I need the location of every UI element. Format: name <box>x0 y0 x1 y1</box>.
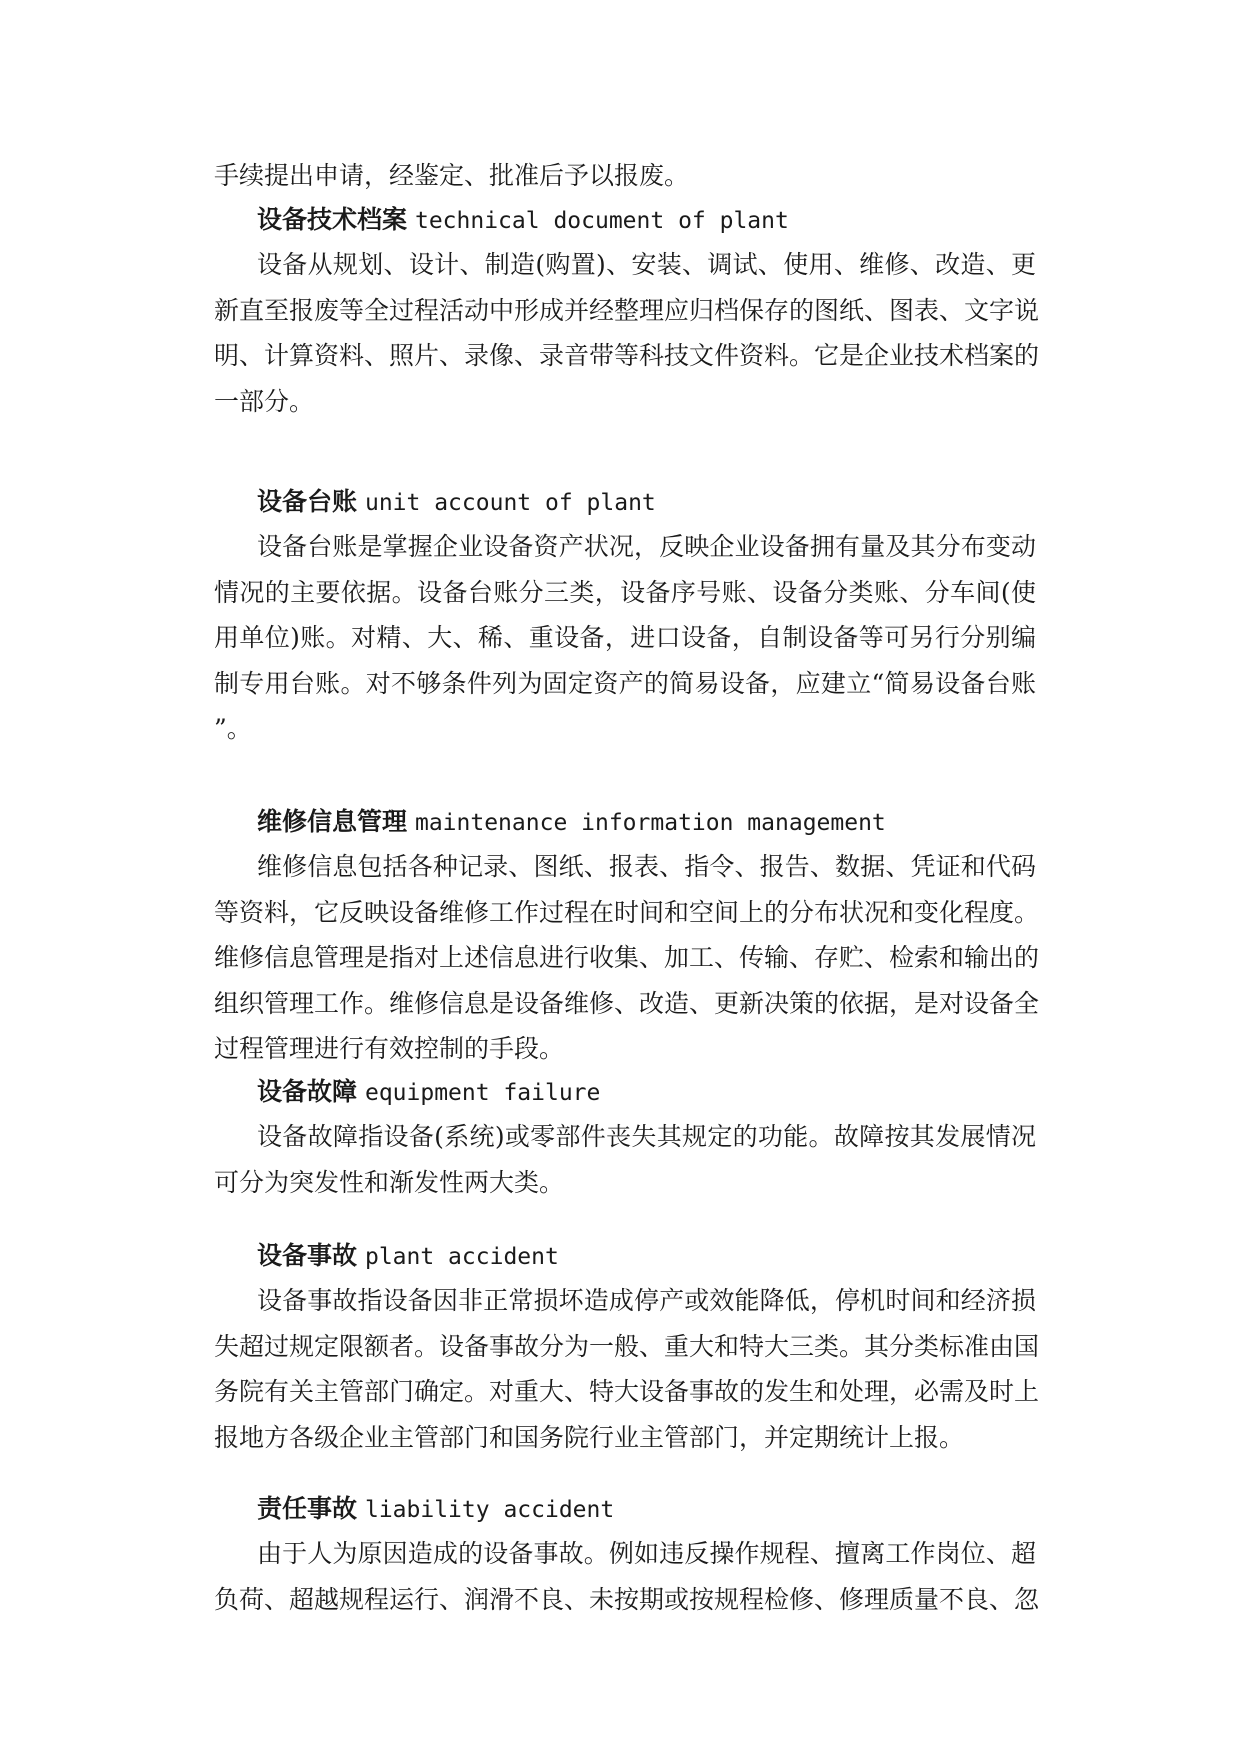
paragraph-line: 失超过规定限额者。设备事故分为一般、重大和特大三类。其分类标准由国 <box>214 1332 1040 1361</box>
paragraph-line: 务院有关主管部门确定。对重大、特大设备事故的发生和处理，必需及时上 <box>214 1377 1040 1406</box>
term-chinese: 维修信息管理 <box>257 807 408 836</box>
term-heading <box>257 807 886 838</box>
paragraph-line: 报地方各级企业主管部门和国务院行业主管部门，并定期统计上报。 <box>214 1423 965 1452</box>
term-heading <box>257 487 656 518</box>
paragraph-line: 明、计算资料、照片、录像、录音带等科技文件资料。它是企业技术档案的 <box>214 341 1040 370</box>
term-heading <box>257 1077 600 1108</box>
paragraph-line: 组织管理工作。维修信息是设备维修、改造、更新决策的依据，是对设备全 <box>214 989 1040 1018</box>
paragraph-line: 设备台账是掌握企业设备资产状况，反映企业设备拥有量及其分布变动 <box>257 532 1036 561</box>
paragraph-line: 情况的主要依据。设备台账分三类，设备序号账、设备分类账、分车间(使 <box>214 578 1036 607</box>
term-english: plant accident <box>364 1244 559 1270</box>
term-chinese: 设备事故 <box>257 1241 358 1270</box>
paragraph-line: 维修信息管理是指对上述信息进行收集、加工、传输、存贮、检索和输出的 <box>214 943 1040 972</box>
term-english: unit account of plant <box>364 490 656 516</box>
paragraph-line: 手续提出申请，经鉴定、批准后予以报废。 <box>214 161 690 190</box>
paragraph-line: 制专用台账。对不够条件列为固定资产的简易设备，应建立“简易设备台账 <box>214 669 1036 698</box>
term-english: technical document of plant <box>414 208 789 234</box>
paragraph-line: 设备故障指设备(系统)或零部件丧失其规定的功能。故障按其发展情况 <box>257 1122 1036 1151</box>
paragraph-line: 用单位)账。对精、大、稀、重设备，进口设备，自制设备等可另行分别编 <box>214 623 1036 652</box>
paragraph-line: 由于人为原因造成的设备事故。例如违反操作规程、擅离工作岗位、超 <box>257 1539 1036 1568</box>
paragraph-line: 设备事故指设备因非正常损坏造成停产或效能降低，停机时间和经济损 <box>257 1286 1036 1315</box>
paragraph-line: 新直至报废等全过程活动中形成并经整理应归档保存的图纸、图表、文字说 <box>214 296 1040 325</box>
paragraph-line: 等资料，它反映设备维修工作过程在时间和空间上的分布状况和变化程度。 <box>214 898 1040 927</box>
paragraph-line: 维修信息包括各种记录、图纸、报表、指令、报告、数据、凭证和代码 <box>257 852 1036 881</box>
paragraph-line: 可分为突发性和渐发性两大类。 <box>214 1168 565 1197</box>
term-chinese: 责任事故 <box>257 1494 358 1523</box>
term-english: maintenance information management <box>414 810 886 836</box>
paragraph-line: 设备从规划、设计、制造(购置)、安装、调试、使用、维修、改造、更 <box>257 250 1036 279</box>
paragraph-line: 过程管理进行有效控制的手段。 <box>214 1034 565 1063</box>
term-heading <box>257 1241 559 1272</box>
paragraph-line: 负荷、超越规程运行、润滑不良、未按期或按规程检修、修理质量不良、忽 <box>214 1585 1040 1614</box>
term-english: liability accident <box>364 1497 615 1523</box>
term-heading <box>257 1494 614 1525</box>
term-chinese: 设备故障 <box>257 1077 358 1106</box>
term-chinese: 设备技术档案 <box>257 205 408 234</box>
term-heading <box>257 205 789 236</box>
paragraph-line: 一部分。 <box>214 387 315 416</box>
term-english: equipment failure <box>364 1080 601 1106</box>
term-chinese: 设备台账 <box>257 487 358 516</box>
paragraph-line: ”。 <box>214 714 252 743</box>
